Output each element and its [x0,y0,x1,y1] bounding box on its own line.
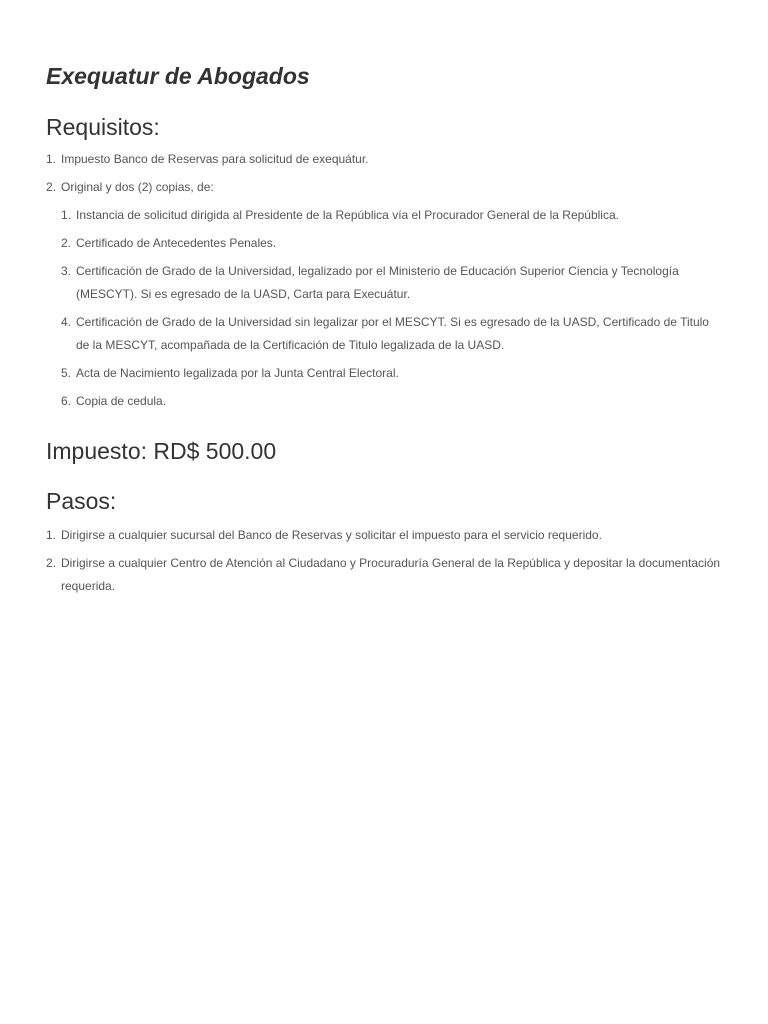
sublist-item [61,390,722,413]
list-item [46,148,722,171]
pasos-list [46,524,722,603]
list-item-text: Certificación de Grado de la Universidad sin legalizar por el MESCYT. Si es egresado de la UASD, Certificado de Titulo de la MESCYT, acompañada de la Certificación de Titulo legalizada de la UASD. [76,315,709,352]
list-item-text: Certificación de Grado de la Universidad, legalizado por el Ministerio de Educación Superior Ciencia y Tecnología (MESCYT). Si es egresado de la UASD, Carta para Execuátur. [76,264,679,301]
impuesto-heading: Impuesto: RD$ 500.00 [46,438,277,464]
list-item-number: 2. [46,556,57,570]
requisitos-heading: Requisitos: [46,114,160,140]
list-item-number: 5. [61,366,72,380]
page-title: Exequatur de Abogados [46,63,310,89]
list-item-number: 1. [46,528,57,542]
list-item-text: Certificado de Antecedentes Penales. [76,236,277,250]
list-item-text: Dirigirse a cualquier sucursal del Banco de Reservas y solicitar el impuesto para el servicio requerido. [61,528,602,542]
list-item-number: 2. [46,180,57,194]
list-item-text: Original y dos (2) copias, de: [61,180,214,194]
sublist-item [61,232,722,255]
sublist-item [61,362,722,385]
list-item-text: Acta de Nacimiento legalizada por la Junta Central Electoral. [76,366,399,380]
list-item [46,552,722,598]
list-item-text: Copia de cedula. [76,394,167,408]
list-item-number: 4. [61,315,72,329]
list-item-number: 1. [61,208,72,222]
pasos-heading: Pasos: [46,488,117,514]
list-item [46,176,722,413]
list-item [46,524,722,547]
list-item-number: 2. [61,236,72,250]
list-item-text: Impuesto Banco de Reservas para solicitud de exequátur. [61,152,369,166]
copias-sublist [61,204,722,413]
list-item-number: 6. [61,394,72,408]
sublist-item [61,260,722,306]
list-item-number: 3. [61,264,72,278]
list-item-text: Instancia de solicitud dirigida al Presidente de la República vía el Procurador General de la República. [76,208,619,222]
list-item-text: Dirigirse a cualquier Centro de Atención al Ciudadano y Procuraduría General de la República y depositar la documentación requerida. [61,556,721,593]
sublist-item [61,204,722,227]
requisitos-list [46,148,722,418]
list-item-number: 1. [46,152,57,166]
sublist-item [61,311,722,357]
